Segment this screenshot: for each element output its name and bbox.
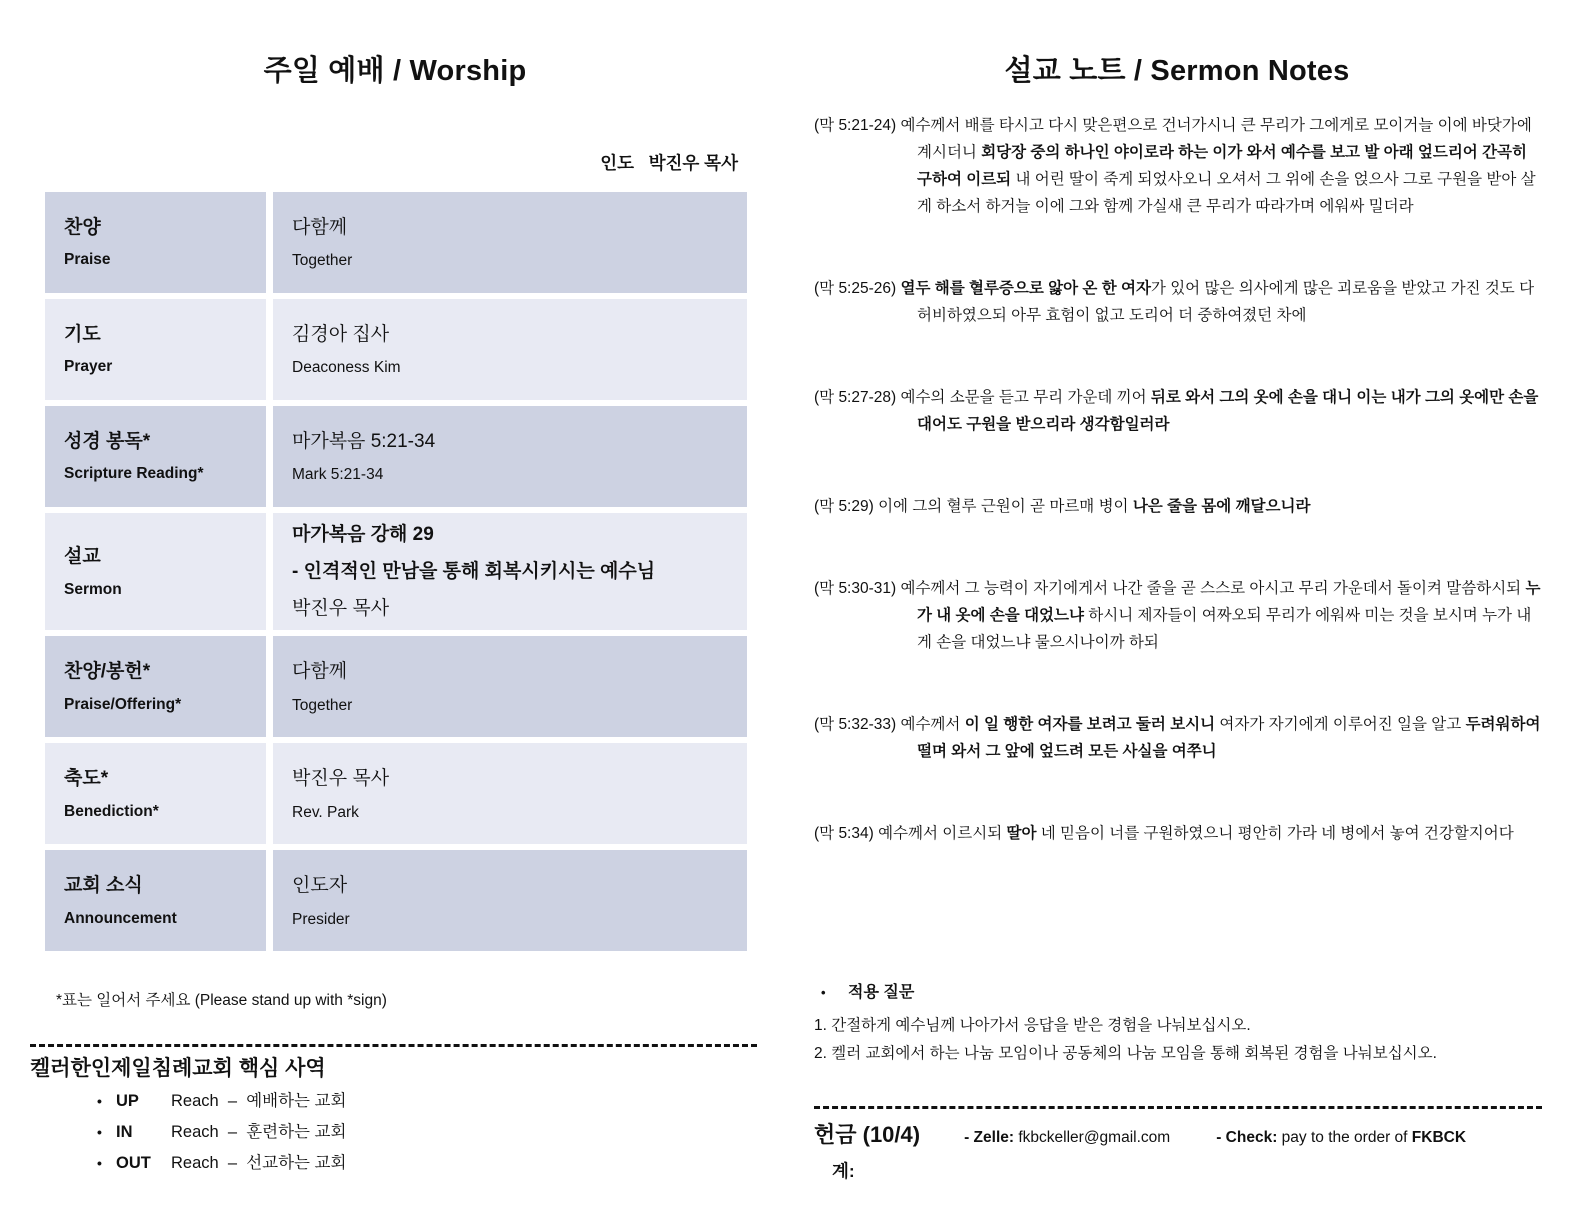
offering-row: [814, 1118, 1559, 1149]
bullet-icon: •: [97, 1123, 102, 1140]
service-item-label: 설교 Sermon: [45, 513, 266, 630]
service-item-value: 다함께 Together: [273, 636, 747, 737]
offering-label: 헌금 (10/4): [814, 1122, 921, 1147]
service-item-value: 다함께 Together: [273, 192, 747, 293]
application-item: 1. 간절하게 예수님께 나아가서 응답을 받은 경험을 나눠보십시오.: [814, 1017, 1251, 1034]
check-value: pay to the order of: [1281, 1129, 1408, 1146]
core-ministry-list: [97, 1092, 346, 1184]
verse-reference: (막 5:30-31): [814, 580, 901, 597]
offering-check: [1216, 1129, 1466, 1147]
application-title: 적용 질문: [848, 984, 915, 1001]
service-item-label: 성경 봉독* Scripture Reading*: [45, 406, 266, 507]
stand-up-note: *표는 일어서 주세요 (Please stand up with *sign): [56, 992, 387, 1009]
verse-reference: (막 5:27-28): [814, 389, 901, 406]
service-item-label: 찬양/봉헌* Praise/Offering*: [45, 636, 266, 737]
verse-reference: (막 5:21-24): [814, 117, 901, 134]
zelle-label: - Zelle:: [964, 1129, 1015, 1146]
service-item-value: 김경아 집사 Deaconess Kim: [273, 299, 747, 400]
service-item-label: 기도 Prayer: [45, 299, 266, 400]
sermon-notes: [814, 112, 1546, 902]
core-ministry-item: • IN Reach – 훈련하는 교회: [97, 1122, 347, 1141]
sermon-note: (막 5:32-33) 예수께서 이 일 행한 여자를 보려고 둘러 보시니 여자가 자기에게 이루어진 일을 알고 두려워하여 떨며 와서 그 앞에 엎드려 모든 사실을 여쭈니: [814, 716, 1541, 760]
application-title-row: [814, 980, 1546, 1006]
verse-reference: (막 5:25-26): [814, 280, 901, 297]
service-item-label: 찬양 Praise: [45, 192, 266, 293]
application-items: [814, 1013, 1546, 1067]
sermon-note: (막 5:30-31) 예수께서 그 능력이 자기에게서 나간 줄을 곧 스스로 아시고 무리 가운데서 돌이켜 말씀하시되 누가 내 옷에 손을 대었느냐 하시니 제자들이 여짜오되 무리가 에워싸 미는 것을 보시며 누가 내게 손을 대었느냐 물으시나이까 하되: [814, 580, 1541, 651]
presider-korean: 인도 박진우 목사: [600, 153, 738, 173]
sermon-note: (막 5:34) 예수께서 이르시되 딸아 네 믿음이 너를 구원하였으니 평안히 가라 네 병에서 놓여 건강할지어다: [814, 825, 1514, 842]
zelle-value: fkbckeller@gmail.com: [1018, 1129, 1171, 1146]
check-payee: FKBCK: [1411, 1129, 1467, 1146]
sermon-note: (막 5:21-24) 예수께서 배를 타시고 다시 맞은편으로 건너가시니 큰 무리가 그에게로 모이거늘 이에 바닷가에 계시더니 회당장 중의 하나인 야이로라 하는 이가 와서 예수를 보고 발 아래 엎드리어 간곡히 구하여 이르되 내 어린 딸이 죽게 되었사오니 오셔서 그 위에 손을 얹으사 그로 구원을 받아 살게 하소서 하거늘 이에 그와 함께 가실새 큰 무리가 따라가며 에워싸 밀더라: [814, 117, 1536, 215]
verse-reference: (막 5:29): [814, 498, 879, 515]
worship-title: 주일 예배 / Worship: [263, 55, 527, 87]
service-item-value: 인도자 Presider: [273, 850, 747, 951]
verse-reference: (막 5:34): [814, 825, 879, 842]
left-dashed-divider: [30, 1044, 757, 1047]
sermon-note: (막 5:27-28) 예수의 소문을 듣고 무리 가운데 끼어 뒤로 와서 그의 옷에 손을 대니 이는 내가 그의 옷에만 손을 대어도 구원을 받으리라 생각함일러라: [814, 389, 1539, 433]
bullet-icon: •: [97, 1093, 102, 1109]
service-item-value: 박진우 목사 Rev. Park: [273, 743, 747, 844]
sermon-note: (막 5:25-26) 열두 해를 혈루증으로 앓아 온 한 여자가 있어 많은 의사에게 많은 괴로움을 받았고 가진 것도 다 허비하였으되 아무 효험이 없고 도리어 더 중하여졌던 차에: [814, 280, 1535, 324]
bullet-icon: •: [97, 1154, 102, 1171]
service-item-value: 마가복음 강해 29 - 인격적인 만남을 통해 회복시키시는 예수님 박진우 목사: [273, 513, 747, 630]
worship-table: [45, 192, 747, 951]
service-item-label: 축도* Benediction*: [45, 743, 266, 844]
application-item: 2. 켈러 교회에서 하는 나눔 모임이나 공동체의 나눔 모임을 통해 회복된 경험을 나눠보십시오.: [814, 1045, 1437, 1062]
application-questions: [814, 980, 1546, 1069]
sermon-note: (막 5:29) 이에 그의 혈루 근원이 곧 마르매 병이 나은 줄을 몸에 깨달으니라: [814, 498, 1311, 515]
sermon-notes-title: 설교 노트 / Sermon Notes: [1004, 55, 1350, 87]
core-ministry-item: • OUT Reach – 선교하는 교회: [97, 1153, 347, 1172]
right-dashed-divider: [814, 1106, 1542, 1109]
service-item-value: 마가복음 5:21-34 Mark 5:21-34: [273, 406, 747, 507]
verse-reference: (막 5:32-33): [814, 716, 901, 733]
account-label: 계:: [832, 1161, 855, 1181]
offering-zelle: [964, 1129, 1170, 1147]
core-ministry-title: 켈러한인제일침례교회 핵심 사역: [30, 1057, 326, 1080]
bullet-icon: •: [821, 985, 826, 1000]
core-ministry-item: • UP Reach – 예배하는 교회: [97, 1092, 347, 1110]
service-item-label: 교회 소식 Announcement: [45, 850, 266, 951]
check-label: - Check:: [1216, 1129, 1278, 1146]
